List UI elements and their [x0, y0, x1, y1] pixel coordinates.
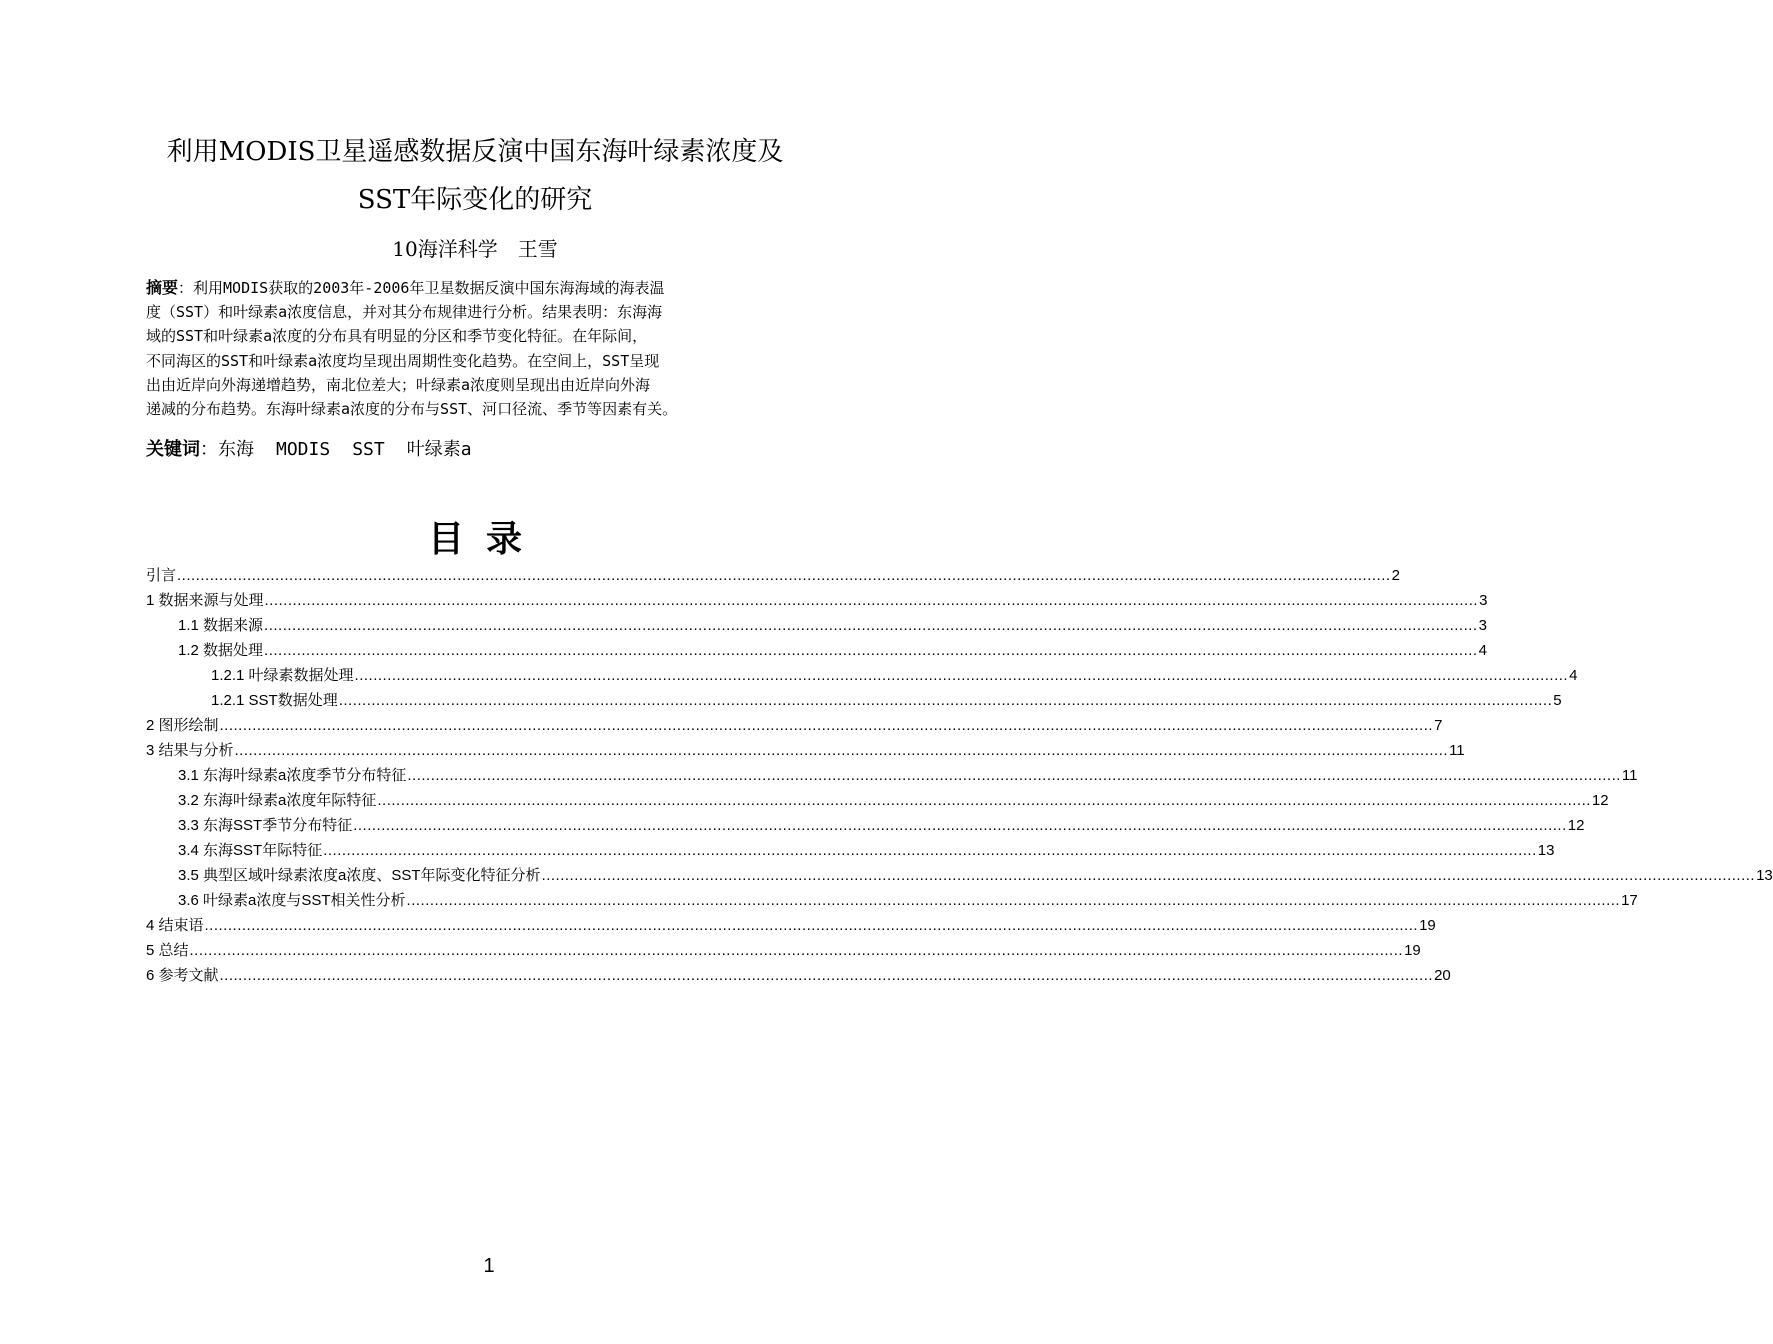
- toc-dot-leader: ....................................................................................................................................................................................................................................................................: [234, 742, 1449, 759]
- toc-entry[interactable]: [146, 688, 1562, 713]
- toc-entry-page: 11: [1449, 742, 1465, 759]
- toc-entry[interactable]: [146, 888, 1638, 913]
- toc-entry[interactable]: [146, 563, 1400, 588]
- toc-entry-page: 12: [1591, 792, 1609, 809]
- toc-entry-label: 3.2 东海叶绿素a浓度年际特征: [178, 792, 377, 809]
- toc-entry-label: 1.2 数据处理: [178, 642, 264, 659]
- toc-entry-label: 1.2.1 叶绿素数据处理: [211, 667, 354, 684]
- toc-entry[interactable]: [146, 788, 1609, 813]
- author-line: 10海洋科学 王雪: [392, 237, 558, 261]
- paper-title-line-1: 利用MODIS卫星遥感数据反演中国东海叶绿素浓度及: [166, 137, 784, 167]
- toc-dot-leader: ....................................................................................................................................................................................................................................................................: [177, 567, 1391, 584]
- toc-entry[interactable]: [146, 713, 1443, 738]
- toc-entry[interactable]: [146, 738, 1465, 763]
- paper-title-line-2: SST年际变化的研究: [357, 185, 593, 215]
- toc-dot-leader: ....................................................................................................................................................................................................................................................................: [219, 717, 1434, 734]
- toc-entry-label: 引言: [146, 567, 177, 584]
- keyword: MODIS: [276, 439, 331, 460]
- toc-entry-page: 19: [1404, 942, 1421, 959]
- toc-entry[interactable]: [146, 913, 1436, 938]
- toc-entry-label: 4 结束语: [146, 917, 204, 934]
- keywords: [146, 437, 494, 463]
- toc-entry[interactable]: [146, 613, 1487, 638]
- toc-entry[interactable]: [146, 588, 1488, 613]
- toc-dot-leader: ....................................................................................................................................................................................................................................................................: [407, 767, 1621, 784]
- abstract-label: 摘要: [146, 278, 179, 297]
- keyword: SST: [352, 439, 385, 460]
- toc-entry[interactable]: [146, 838, 1555, 863]
- toc-dot-leader: ....................................................................................................................................................................................................................................................................: [219, 967, 1434, 984]
- abstract-line: 域的SST和叶绿素a浓度的分布具有明显的分区和季节变化特征。在年际间，: [146, 327, 648, 346]
- toc-entry-page: 2: [1391, 567, 1400, 584]
- toc-entry-page: 5: [1553, 692, 1562, 709]
- toc-entry-page: 17: [1621, 892, 1638, 909]
- toc-dot-leader: ....................................................................................................................................................................................................................................................................: [264, 642, 1478, 659]
- toc-dot-leader: ....................................................................................................................................................................................................................................................................: [541, 867, 1756, 884]
- toc-entry-page: 19: [1419, 917, 1436, 934]
- toc-entry-page: 13: [1756, 867, 1773, 884]
- abstract-line: 出由近岸向外海递增趋势，南北位差大；叶绿素a浓度则呈现出由近岸向外海: [146, 375, 651, 394]
- keywords-colon: ：: [200, 439, 218, 460]
- keywords-label: 关键词: [146, 439, 200, 460]
- toc-title: 目录: [427, 518, 544, 560]
- table-of-contents: [146, 563, 1773, 988]
- toc-dot-leader: ....................................................................................................................................................................................................................................................................: [338, 692, 1553, 709]
- toc-entry-label: 1.2.1 SST数据处理: [211, 692, 338, 709]
- toc-entry-page: 4: [1569, 667, 1578, 684]
- toc-dot-leader: ....................................................................................................................................................................................................................................................................: [406, 892, 1621, 909]
- toc-entry-label: 6 参考文献: [146, 967, 219, 984]
- abstract-text: 利用MODIS获取的2003年-2006年卫星数据反演中国东海海域的海表温: [193, 279, 665, 297]
- abstract: [146, 276, 836, 421]
- toc-entry-page: 3: [1478, 617, 1487, 634]
- toc-entry-label: 3.5 典型区域叶绿素浓度a浓度、SST年际变化特征分析: [178, 867, 541, 884]
- toc-entry-label: 3.1 东海叶绿素a浓度季节分布特征: [178, 767, 407, 784]
- toc-dot-leader: ....................................................................................................................................................................................................................................................................: [354, 667, 1569, 684]
- toc-entry-page: 11: [1621, 767, 1638, 784]
- toc-dot-leader: ....................................................................................................................................................................................................................................................................: [204, 917, 1419, 934]
- toc-entry-label: 3 结果与分析: [146, 742, 234, 759]
- toc-entry-label: 2 图形绘制: [146, 717, 219, 734]
- abstract-line: [146, 276, 836, 300]
- toc-dot-leader: ....................................................................................................................................................................................................................................................................: [264, 617, 1478, 634]
- abstract-line: 不同海区的SST和叶绿素a浓度均呈现出周期性变化趋势。在空间上，SST呈现: [146, 351, 660, 370]
- toc-entry-label: 5 总结: [146, 942, 189, 959]
- toc-entry-page: 4: [1478, 642, 1487, 659]
- toc-entry[interactable]: [146, 813, 1585, 838]
- keyword: 东海: [218, 439, 254, 460]
- toc-dot-leader: ....................................................................................................................................................................................................................................................................: [264, 592, 1479, 609]
- toc-entry-label: 3.4 东海SST年际特征: [178, 842, 323, 859]
- toc-dot-leader: ....................................................................................................................................................................................................................................................................: [353, 817, 1567, 834]
- toc-entry-page: 7: [1434, 717, 1443, 734]
- toc-entry-page: 12: [1567, 817, 1585, 834]
- toc-entry[interactable]: [146, 938, 1421, 963]
- toc-dot-leader: ....................................................................................................................................................................................................................................................................: [189, 942, 1404, 959]
- page-number: 1: [483, 1255, 495, 1277]
- toc-entry[interactable]: [146, 863, 1773, 888]
- toc-entry-label: 3.3 东海SST季节分布特征: [178, 817, 353, 834]
- toc-entry-label: 1 数据来源与处理: [146, 592, 264, 609]
- toc-entry[interactable]: [146, 638, 1487, 663]
- toc-entry[interactable]: [146, 763, 1638, 788]
- abstract-line: 递减的分布趋势。东海叶绿素a浓度的分布与SST、河口径流、季节等因素有关。: [146, 399, 678, 418]
- toc-entry[interactable]: [146, 663, 1578, 688]
- toc-entry-page: 3: [1479, 592, 1488, 609]
- toc-dot-leader: ....................................................................................................................................................................................................................................................................: [377, 792, 1591, 809]
- toc-entry[interactable]: [146, 963, 1451, 988]
- abstract-colon: ：: [178, 279, 194, 297]
- keyword: 叶绿素a: [406, 439, 472, 460]
- toc-dot-leader: ....................................................................................................................................................................................................................................................................: [323, 842, 1537, 859]
- toc-entry-page: 20: [1434, 967, 1451, 984]
- toc-entry-label: 1.1 数据来源: [178, 617, 264, 634]
- toc-entry-label: 3.6 叶绿素a浓度与SST相关性分析: [178, 892, 406, 909]
- toc-entry-page: 13: [1537, 842, 1555, 859]
- abstract-line: 度（SST）和叶绿素a浓度信息，并对其分布规律进行分析。结果表明：东海海: [146, 303, 663, 322]
